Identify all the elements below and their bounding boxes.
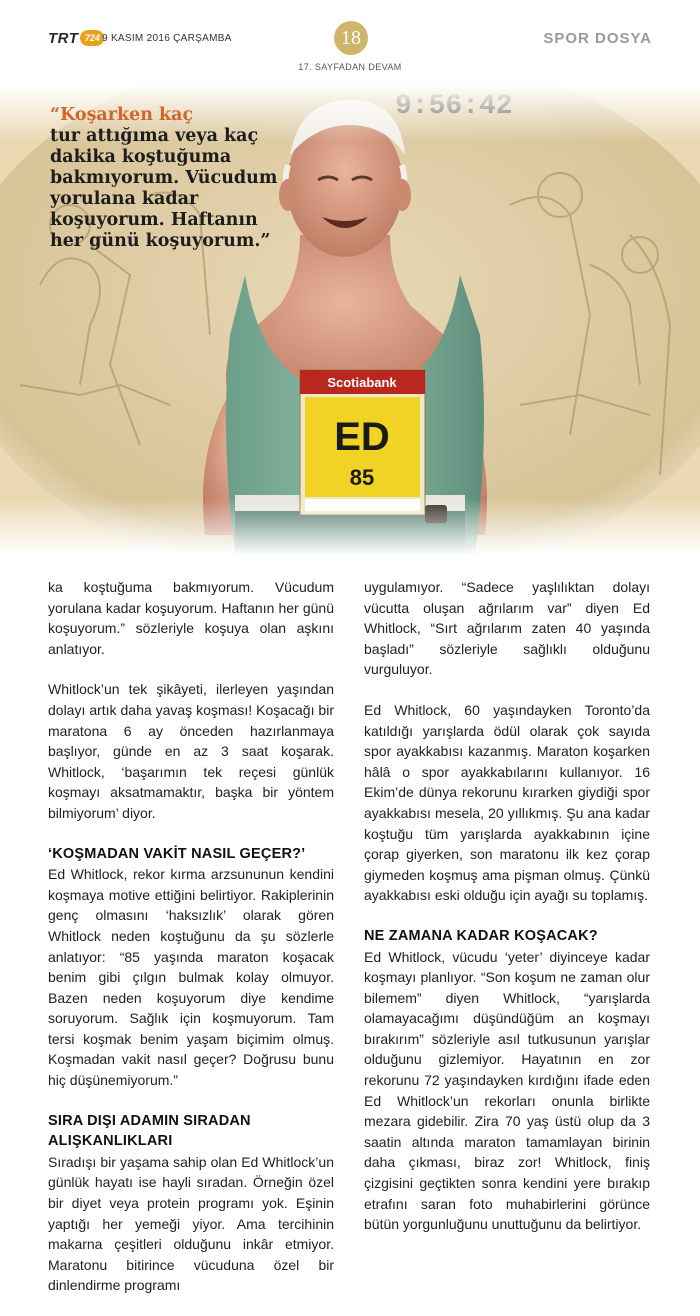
page-header bbox=[0, 0, 700, 80]
subheading: ‘KOŞMADAN VAKİT NASIL GEÇER?’ bbox=[48, 845, 306, 862]
trt-logo bbox=[48, 26, 104, 50]
pull-quote-text: tur attığıma veya kaç dakika koştuğuma bakmıyorum. Vücudum yorulana kadar koşuyorum. Haftanın her günü koşuyorum.” bbox=[50, 126, 278, 251]
paragraph: Ed Whitlock, 60 yaşındayken Toronto’da katıldığı yarışlarda ödül olarak çok sayıda spor ayakkabısı kazanmış. Maraton koşarken hâlâ o spor ayakkabılarını kullanıyor. 16 Ekim’de dünya rekorunu kırarken giydiği spor ayakkabısı mesela, 20 yıllıkmış. Şu ana kadar koştuğu tüm yarışlarda ayakkabının içine çorap giyerken, son maratonu ilk kez çorap giymeden koşmuş ama pişman olmuş. Çünkü ayakkabısı eski olduğu için ayağı su toplamış. bbox=[364, 701, 650, 904]
pull-quote bbox=[50, 105, 290, 252]
paragraph: Whitlock’un tek şikâyeti, ilerleyen yaşından dolayı artık daha yavaş koşması! Koşacağı bir maratona 6 ay önceden hazırlanmaya başlıyor, günde en az 3 saat koşarak. Whitlock, ‘başarımın tek reçesi günlük koşmayı aksatmamaktır, başka bir yöntem bilmiyorum’ diyor. bbox=[48, 681, 334, 821]
article-column-right bbox=[364, 577, 650, 1255]
paragraph: Sıradışı bir yaşama sahip olan Ed Whitlock’un günlük hayatı ise hayli sıradan. Örneğin özel bir diyet veya protein programı yok. Eşinin yaptığı her yemeği yiyor. Ama tercihinin makarna çeşitleri olduğunu inkâr etmiyor. Maratonu bitirince vücuduna özel bir dinlendirme programı bbox=[48, 1153, 334, 1294]
logo-badge: 724 bbox=[80, 30, 104, 46]
article-column-left bbox=[48, 577, 334, 1316]
paragraph: Ed Whitlock, rekor kırma arzsununun kendini koşmaya motive ettiğini belirtiyor. Rakiplerinin genç olmasını ‘haksızlık’ olarak gören Whitlock neden koştuğunu da şu sözlerle anlatıyor: “85 yaşında maraton koşacak benim gibi çılgın bulmak kolay olmuyor. Bazen neden koşuyorum diye kendime soruyorum. Sağlık için koşmuyorum. Tam tersi koşmak benim yaşam biçimim olmuş. Koşmadan vakit nasıl geçer? Doğrusu bunu hiç düşünemiyorum.” bbox=[48, 866, 334, 1089]
continued-from: 17. SAYFADAN DEVAM bbox=[298, 62, 402, 72]
paragraph: uygulamıyor. “Sadece yaşlılıktan dolayı vücutta oluşan ağrılarım var” diyen Ed Whitlock, “Sırt ağrılarım zaten 40 yaşında başladı” sözleriyle sağlıklı olduğunu vurguluyor. bbox=[364, 579, 650, 678]
page-number: 18 bbox=[334, 21, 368, 55]
subheading: SIRA DIŞI ADAMIN SIRADAN ALIŞKANLIKLARI bbox=[48, 1112, 251, 1150]
paragraph: Ed Whitlock, vücudu ‘yeter’ diyinceye kadar koşmayı planlıyor. “Son koşum ne zaman olur bilemem” diyen Whitlock, “yarışlarda olamayacağımı düşündüğüm an koşmayı bırakırım” sözleriyle asıl tutkusunun yarışlar olduğunu gizlemiyor. Hayatının en zor rekorunu 72 yaşındayken kırdığını ifade eden Ed Whitlock’un rekorları onunla birlikte mezara gidebilir. Zira 70 yaş üstü olup da 3 saatin altında maraton tamamlayan birinin daha çıkması, biraz zor! Whitlock, finiş çizgisini geçtikten sonra kendini yere bırakıp etrafını saran foto muhabirlerini görünce bütün yorgunluğunu unuttuğunu da belirtiyor. bbox=[364, 948, 650, 1233]
pull-quote-highlight: “Koşarken kaç bbox=[50, 105, 194, 125]
logo-text: TRT bbox=[48, 29, 79, 47]
section-title: SPOR DOSYA bbox=[543, 30, 652, 47]
paragraph: ka koştuğuma bakmıyorum. Vücudum yorulana kadar koşuyorum. Haftanın her günü koşuyorum.” sözleriyle koşuya olan aşkını anlatıyor. bbox=[48, 579, 334, 657]
issue-date: 9 KASIM 2016 ÇARŞAMBA bbox=[102, 33, 232, 44]
subheading: NE ZAMANA KADAR KOŞACAK? bbox=[364, 927, 598, 944]
